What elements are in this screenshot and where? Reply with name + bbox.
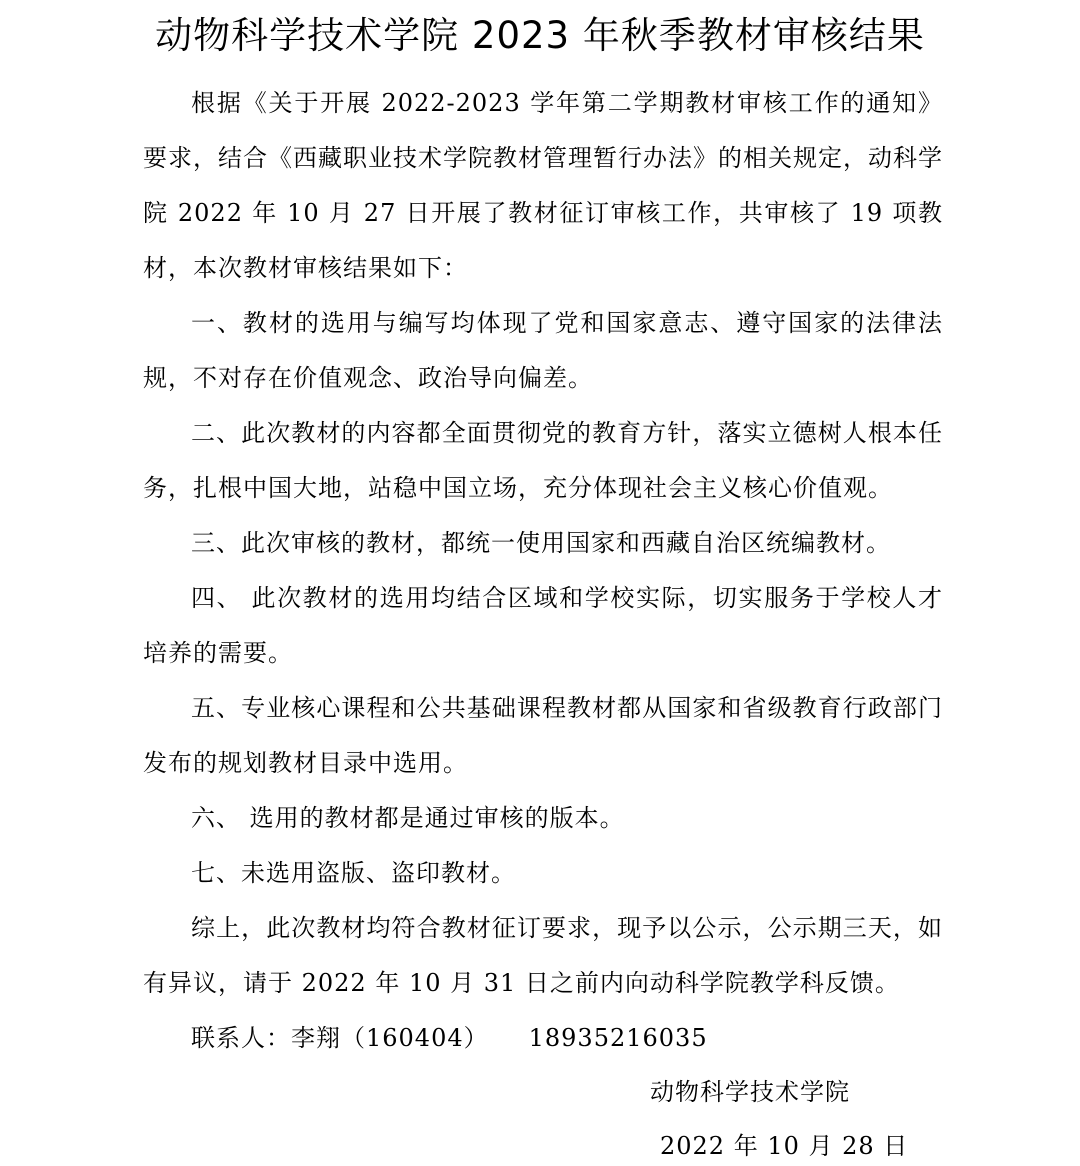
paragraph-item-1: 一、教材的选用与编写均体现了党和国家意志、遵守国家的法律法规，不对存在价值观念、政治导向偏差。 <box>143 309 943 392</box>
paragraph-item-6: 六、 选用的教材都是通过审核的版本。 <box>191 804 625 832</box>
signature-date: 2022 年 10 月 28 日 <box>660 1132 909 1160</box>
paragraph-item-7: 七、未选用盗版、盗印教材。 <box>191 859 516 887</box>
paragraph-item-4: 四、 此次教材的选用均结合区域和学校实际，切实服务于学校人才培养的需要。 <box>143 584 943 667</box>
paragraph-item-5: 五、专业核心课程和公共基础课程教材都从国家和省级教育行政部门发布的规划教材目录中选用。 <box>143 694 943 777</box>
document-body <box>143 76 943 1066</box>
contact-line <box>143 1011 943 1066</box>
paragraph-item-3: 三、此次审核的教材，都统一使用国家和西藏自治区统编教材。 <box>191 529 891 557</box>
paragraph-intro: 根据《关于开展 2022-2023 学年第二学期教材审核工作的通知》要求，结合《西藏职业技术学院教材管理暂行办法》的相关规定，动科学院 2022 年 10 月 27 日开展了教材征订审核工作，共审核了 19 项教材，本次教材审核结果如下： <box>143 89 943 282</box>
paragraph-conclusion: 综上，此次教材均符合教材征订要求，现予以公示，公示期三天，如有异议，请于 2022 年 10 月 31 日之前内向动科学院教学科反馈。 <box>143 914 943 997</box>
document-title: 动物科学技术学院 2023 年秋季教材审核结果 <box>155 14 925 57</box>
paragraph-item-2: 二、此次教材的内容都全面贯彻党的教育方针，落实立德树人根本任务，扎根中国大地，站稳中国立场，充分体现社会主义核心价值观。 <box>143 419 943 502</box>
signature-organization: 动物科学技术学院 <box>650 1078 850 1106</box>
contact-phone: 18935216035 <box>528 1024 708 1052</box>
contact-label: 联系人：李翔（160404） <box>191 1024 489 1052</box>
